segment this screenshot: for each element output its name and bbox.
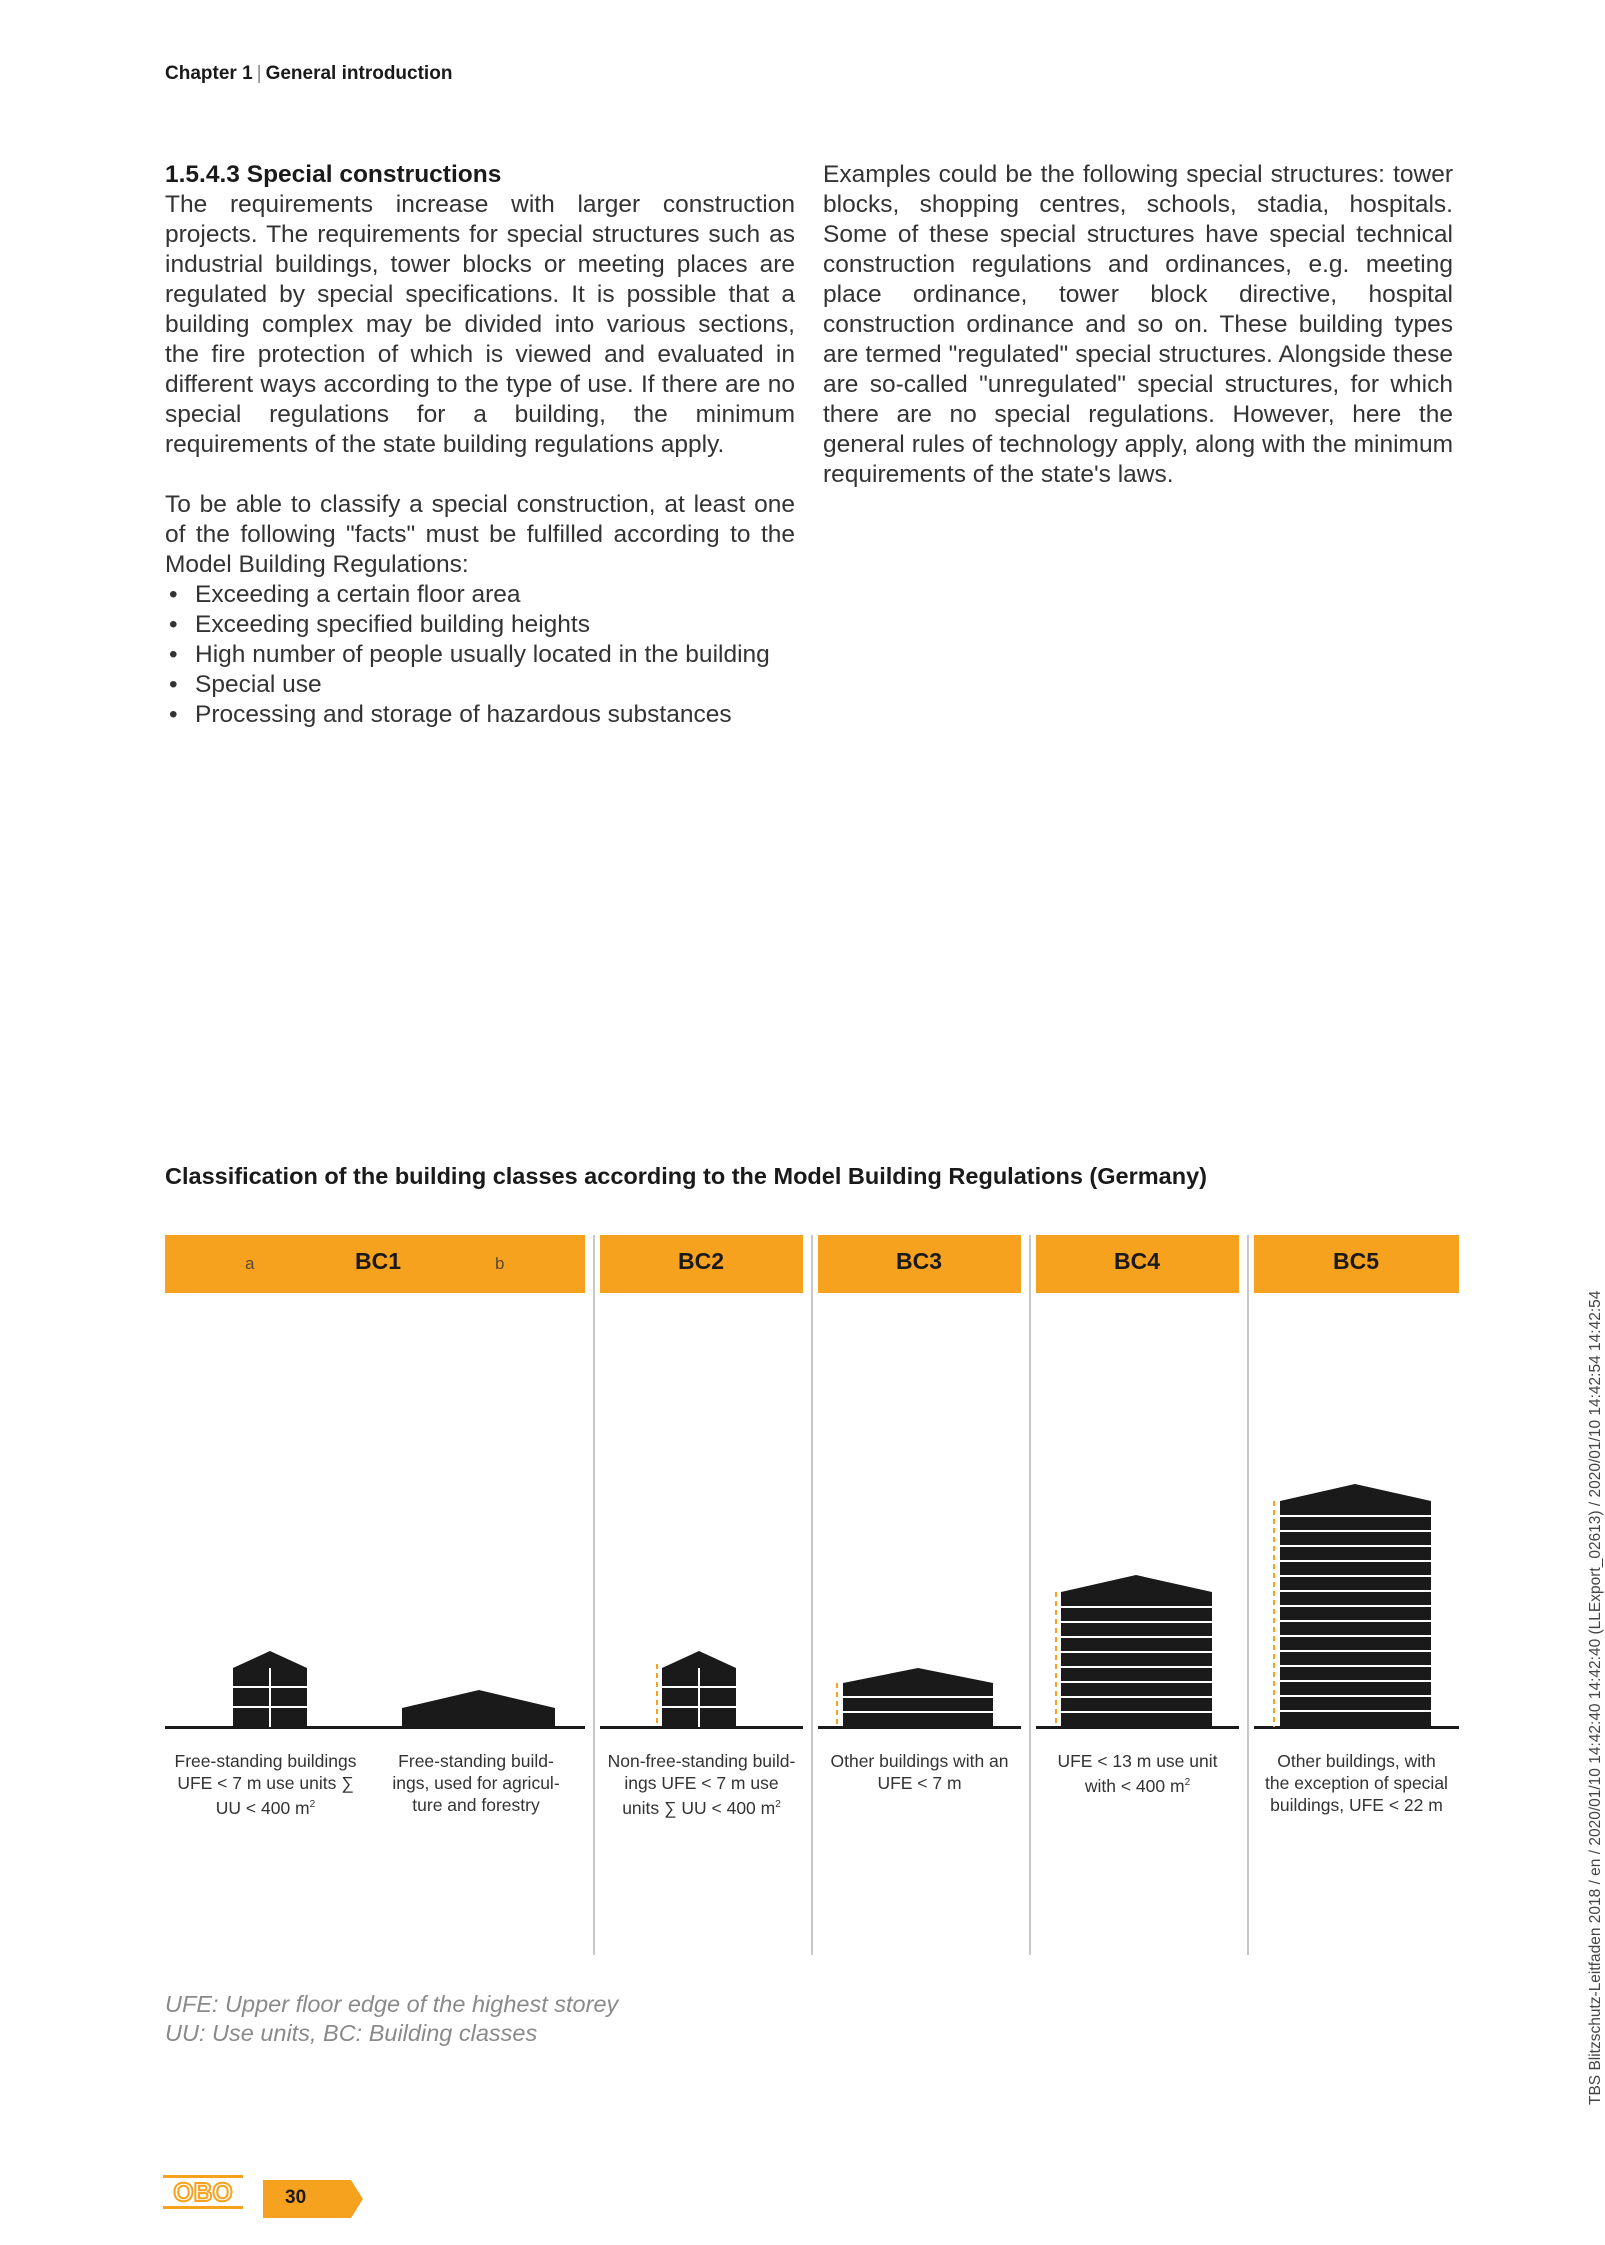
page-tab-shape-icon bbox=[263, 2180, 363, 2218]
bc3-label: BC3 bbox=[896, 1248, 943, 1274]
list-item: • Special use bbox=[165, 670, 795, 700]
bc1-sub-a: a bbox=[245, 1254, 255, 1273]
bc1-label: BC1 bbox=[355, 1248, 402, 1274]
obo-logo-icon bbox=[163, 2175, 243, 2209]
bc4-description: UFE < 13 m use unit with < 400 $m^2$ bbox=[1057, 1751, 1218, 1796]
list-item: • Processing and storage of hazardous substances bbox=[165, 700, 795, 730]
logo-text: OBO bbox=[173, 2177, 233, 2207]
intro-paragraph: The requirements increase with larger construction projects. The requirements for special structures such as industrial buildings, tower blocks or meeting places are regulated by special specifications. It is possible that a building complex may be divided into various sections, the fire protection of which is viewed and evaluated in different ways according to the type of use. If there are no special regulations for a building, the minimum requirements of the state building regulations apply. bbox=[165, 191, 795, 458]
bc1-sub-b: b bbox=[495, 1254, 505, 1273]
bc1a-description: Free-standing buildings UFE < 7 m use units ∑ UU < 400 $m^2$ bbox=[174, 1751, 357, 1818]
bc5-label: BC5 bbox=[1333, 1248, 1380, 1274]
bc1b-description: Free-standing build- ings, used for agricul- ture and forestry bbox=[392, 1751, 560, 1815]
list-item: • Exceeding specified building heights bbox=[165, 610, 795, 640]
page-number-tab bbox=[263, 2180, 363, 2218]
document-meta-sidebar: TBS Blitzschutz-Leitfaden 2018 / en / 2020/01/10 14:42:40 14:42:40 (LLExport_02613) / 2020/01/10 14:42:54 14:42:54 bbox=[1587, 1290, 1604, 2105]
figure-footnote: UFE: Upper floor edge of the highest storey UU: Use units, BC: Building classes bbox=[165, 1991, 619, 2046]
bc5-description: Other buildings, with the exception of special buildings, UFE < 22 m bbox=[1265, 1751, 1448, 1815]
building-bc1a-icon bbox=[233, 1651, 307, 1727]
building-bc5-icon bbox=[1274, 1484, 1431, 1727]
section-heading: 1.5.4.3 Special constructions bbox=[165, 161, 502, 188]
bc2-label: BC2 bbox=[678, 1248, 725, 1274]
classification-paragraph: To be able to classify a special construction, at least one of the following "facts" must be fulfilled according to the Model Building Regulations: bbox=[165, 491, 795, 578]
bc2-description: Non-free-standing build- ings UFE < 7 m use units ∑ UU < 400 $m^2$ bbox=[607, 1751, 796, 1818]
building-bc4-icon bbox=[1056, 1575, 1212, 1727]
bc3-description: Other buildings with an UFE < 7 m bbox=[830, 1751, 1009, 1793]
bc4-label: BC4 bbox=[1114, 1248, 1161, 1274]
list-item: • Exceeding a certain floor area bbox=[165, 580, 795, 610]
list-item: • High number of people usually located in the building bbox=[165, 640, 795, 670]
figure-title: Classification of the building classes according to the Model Building Regulations (Germany) bbox=[165, 1163, 1207, 1189]
building-bc1b-icon bbox=[402, 1690, 555, 1727]
chapter-title: General introduction bbox=[265, 63, 453, 84]
page-number: 30 bbox=[285, 2187, 307, 2208]
building-bc2-icon bbox=[657, 1651, 736, 1727]
chapter-separator: | bbox=[256, 63, 262, 84]
building-bc3-icon bbox=[837, 1668, 993, 1727]
chapter-label: Chapter 1 bbox=[165, 63, 253, 84]
examples-paragraph: Examples could be the following special structures: tower blocks, shopping centres, schools, stadia, hospitals. Some of these special structures have special technical construction regulations and ordinances, e.g. meeting place ordinance, tower block directive, hospital construction ordinance and so on. These building types are termed "regulated" special structures. Alongside these are so-called "unregulated" special structures, for which there are no special regulations. However, here the general rules of technology apply, along with the minimum requirements of the state's laws. bbox=[823, 161, 1453, 488]
